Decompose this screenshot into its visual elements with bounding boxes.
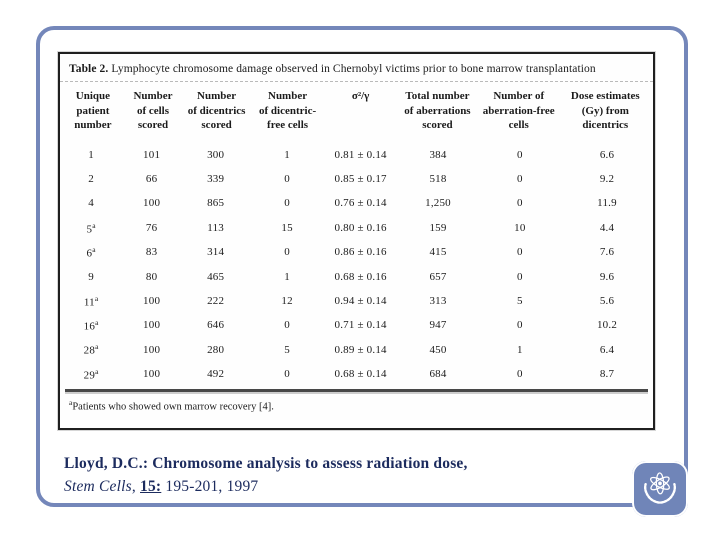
table-cell: 684 [429,368,447,381]
table-cell: 2 [88,173,94,186]
table-cell: 0.68 ± 0.14 [334,368,387,381]
table-cell: 0 [284,319,290,332]
table-cell: 6$^a$ [86,244,96,260]
table-cell: 0 [284,197,290,210]
iaea-logo [632,461,688,517]
table-cell: 314 [207,246,225,259]
table-caption-label: Table 2. [69,63,109,75]
table-cell: 0.80 ± 0.16 [334,221,387,234]
scanned-table-figure [58,52,655,430]
table-cell: 9 [88,270,94,283]
table-cell: 1 [516,343,523,356]
citation-pages-year: 195-201, 1997 [161,478,259,495]
table-cell: 0 [516,173,523,186]
table-cell: 0 [516,246,523,259]
table-cell: 100 [143,319,161,332]
table-cell: 28$^a$ [83,342,99,358]
table-row [60,143,653,167]
column-header: Number of dicentric- free cells [259,90,317,131]
table-cell: 100 [143,368,161,381]
table-cell: 0 [516,319,523,332]
table-cell: 0 [516,368,523,381]
table-cell: 1 [284,148,290,161]
table-cell: 0.86 ± 0.16 [334,246,387,259]
table-cell: 0 [516,270,523,283]
table-cell: 16$^a$ [83,318,99,333]
table-cell: 80 [145,270,158,283]
table-cell: 5 [516,295,523,308]
table-cell: 5$^a$ [86,220,96,236]
table-cell: 5.6 [599,295,615,308]
table-cell: 100 [143,197,161,210]
table-cell: 0.68 ± 0.16 [334,270,387,283]
column-header: Total number of aberrations scored [404,90,471,131]
table-cell: 5 [284,343,290,356]
table-cell: 4.4 [599,221,615,234]
citation [64,452,468,498]
table-cell: 313 [429,295,447,308]
table-cell: 83 [145,246,158,259]
column-header: Unique patient number [74,90,112,131]
table-cell: 450 [429,343,447,356]
table-cell: 66 [145,173,158,186]
table-cell: 159 [429,221,447,234]
table-row [60,338,653,362]
table-cell: 9.2 [599,173,615,186]
table-cell: 12 [281,295,293,308]
table-row [60,264,653,288]
table-caption [60,54,653,82]
table-cell: 15 [281,221,293,234]
table-cell: 29$^a$ [83,366,99,382]
table-cell: 11$^a$ [83,293,99,309]
table-row [60,167,653,191]
table-cell: 100 [143,343,161,356]
table-cell: 518 [429,173,447,186]
table-cell: 0.81 ± 0.14 [334,148,387,161]
table-cell: 101 [143,148,161,161]
table-cell: 0 [284,246,290,259]
table-cell: 100 [143,295,161,308]
table-cell: 465 [207,270,225,283]
table-cell: 0.94 ± 0.14 [334,295,387,308]
table-cell: 11.9 [597,197,617,210]
table-cell: 865 [207,197,225,210]
table-cell: 0 [284,368,290,381]
table-cell: 9.6 [599,270,615,283]
citation-journal: Stem Cells [64,478,132,495]
table-header-row [60,82,653,143]
table-cell: 384 [429,148,447,161]
table-cell: 0.85 ± 0.17 [334,173,387,186]
table-cell: 0 [516,148,523,161]
table-cell: 492 [207,368,225,381]
table-row [60,289,653,313]
table-cell: 222 [207,295,225,308]
table-cell: 0.89 ± 0.14 [334,343,387,356]
table-cell: 6.4 [599,343,615,356]
table-cell: 415 [429,246,447,259]
table-cell: 10.2 [596,319,618,332]
table-row [60,240,653,264]
table-row [60,362,653,386]
table-cell: 7.6 [599,246,615,259]
table-row [60,313,653,337]
table-caption-text: Lymphocyte chromosome damage observed in Chernobyl victims prior to bone marrow transplantation [108,63,596,75]
table-cell: 8.7 [599,368,615,381]
table-cell: 4 [88,197,94,210]
column-header: Dose estimates (Gy) from dicentrics [570,90,640,131]
column-header: σ²/γ [351,90,370,102]
table-cell: 300 [207,148,225,161]
citation-line1: Lloyd, D.C.: Chromosome analysis to assess radiation dose, [64,455,468,472]
table-cell: 0.76 ± 0.14 [334,197,387,210]
column-header: Number of dicentrics scored [187,90,246,131]
table-cell: 1,250 [425,197,451,210]
table-cell: 113 [207,221,224,234]
table-cell: 646 [207,319,225,332]
column-header: Number of cells scored [133,90,173,131]
table-cell: 0 [284,173,290,186]
table-cell: 947 [429,319,447,332]
table-cell: 0 [516,197,523,210]
table-cell: 657 [429,270,447,283]
footnote-marker: a [69,398,73,408]
table-cell: 76 [145,221,158,234]
citation-line2 [64,475,468,498]
table-row [60,191,653,215]
table-cell: 339 [207,173,225,186]
column-header: Number of aberration-free cells [482,90,555,131]
table-cell: 280 [207,343,225,356]
footnote-text: Patients who showed own marrow recovery [4]. [72,401,274,413]
table-cell: 10 [514,221,526,234]
table-footnote [60,392,653,413]
citation-volume: 15: [140,478,162,495]
table-cell: 6.6 [599,148,615,161]
atom-laurel-icon [636,465,684,513]
citation-separator: , [131,478,141,495]
table-cell: 1 [88,148,94,161]
table-row [60,216,653,240]
table-cell: 1 [284,270,290,283]
table-body [60,143,653,387]
table-cell: 0.71 ± 0.14 [334,319,387,332]
